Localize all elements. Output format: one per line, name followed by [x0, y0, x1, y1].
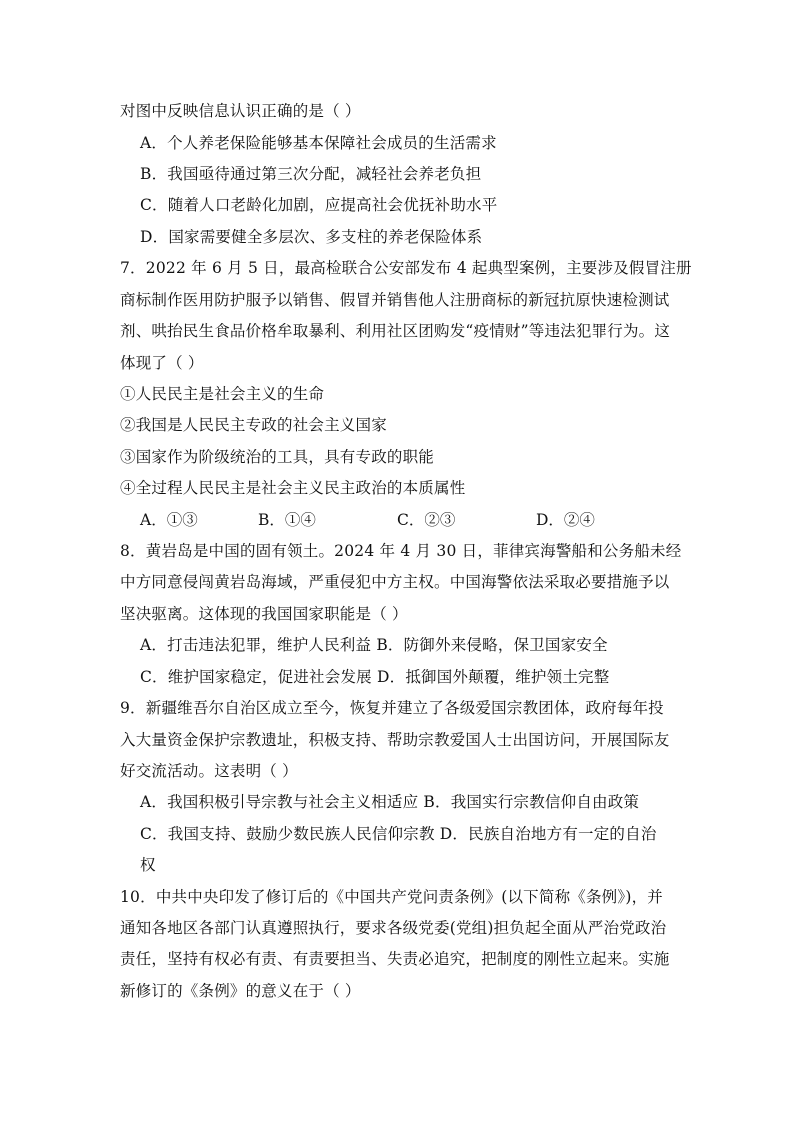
q6-option-b: B．我国亟待通过第三次分配，减轻社会养老负担: [140, 165, 482, 183]
q7-option-a: A．①③: [140, 511, 198, 529]
q6-option-a: A．个人养老保险能够基本保障社会成员的生活需求: [140, 134, 497, 152]
q6-option-d: D．国家需要健全多层次、多支柱的养老保险体系: [140, 228, 483, 246]
q10-stem-line: 责任，坚持有权必有责、有责要担当、失责必追究，把制度的刚性立起来。实施: [120, 950, 670, 968]
q9-options-cd: C．我国支持、鼓励少数民族人民信仰宗教 D．民族自治地方有一定的自治: [140, 825, 657, 843]
q7-stem-line: 7．2022 年 6 月 5 日，最高检联合公安部发布 4 起典型案例，主要涉及假冒注册: [120, 259, 692, 277]
q8-stem-line: 8．黄岩岛是中国的固有领土。2024 年 4 月 30 日，菲律宾海警船和公务船未经: [120, 542, 682, 560]
q7-stem-line: 剂、哄抬民生食品价格牟取暴利、利用社区团购发“疫情财”等违法犯罪行为。这: [120, 322, 671, 340]
q9-stem-line: 入大量资金保护宗教遗址，积极支持、帮助宗教爱国人士出国访问，开展国际友: [120, 731, 670, 749]
q7-statement-1: ①人民民主是社会主义的生命: [120, 385, 325, 403]
q7-option-b: B．①④: [258, 511, 316, 529]
q7-stem-line: 体现了（ ）: [120, 354, 204, 372]
q6-option-c: C．随着人口老龄化加剧，应提高社会优抚补助水平: [140, 196, 498, 214]
q7-option-c: C．②③: [397, 511, 456, 529]
q9-options-ab: A．我国积极引导宗教与社会主义相适应 B．我国实行宗教信仰自由政策: [140, 793, 640, 811]
q9-stem-line: 好交流活动。这表明（ ）: [120, 762, 298, 780]
q8-options-ab: A．打击违法犯罪，维护人民利益 B．防御外来侵略，保卫国家安全: [140, 636, 608, 654]
q8-options-cd: C．维护国家稳定，促进社会发展 D．抵御国外颠覆，维护领土完整: [140, 668, 610, 686]
q7-statement-2: ②我国是人民民主专政的社会主义国家: [120, 416, 387, 434]
q7-stem-line: 商标制作医用防护服予以销售、假冒并销售他人注册商标的新冠抗原快速检测试: [120, 291, 670, 309]
q10-stem-line: 10．中共中央印发了修订后的《中国共产党问责条例》(以下简称《条例》)，并: [120, 888, 663, 906]
q9-stem-line: 9．新疆维吾尔自治区成立至今，恢复并建立了各级爱国宗教团体，政府每年投: [120, 699, 664, 717]
q10-stem-line: 通知各地区各部门认真遵照执行，要求各级党委(党组)担负起全面从严治党政治: [120, 919, 667, 937]
q7-statement-4: ④全过程人民民主是社会主义民主政治的本质属性: [120, 479, 466, 497]
q9-option-d-continued: 权: [140, 856, 156, 874]
q7-option-d: D．②④: [536, 511, 595, 529]
q7-statement-3: ③国家作为阶级统治的工具，具有专政的职能: [120, 448, 435, 466]
q10-stem-line: 新修订的《条例》的意义在于（ ）: [120, 982, 361, 1000]
q8-stem-line: 中方同意侵闯黄岩岛海域，严重侵犯中方主权。中国海警依法采取必要措施予以: [120, 573, 670, 591]
q6-stem: 对图中反映信息认识正确的是（ ）: [120, 102, 361, 120]
q8-stem-line: 坚决驱离。这体现的我国国家职能是（ ）: [120, 605, 408, 623]
